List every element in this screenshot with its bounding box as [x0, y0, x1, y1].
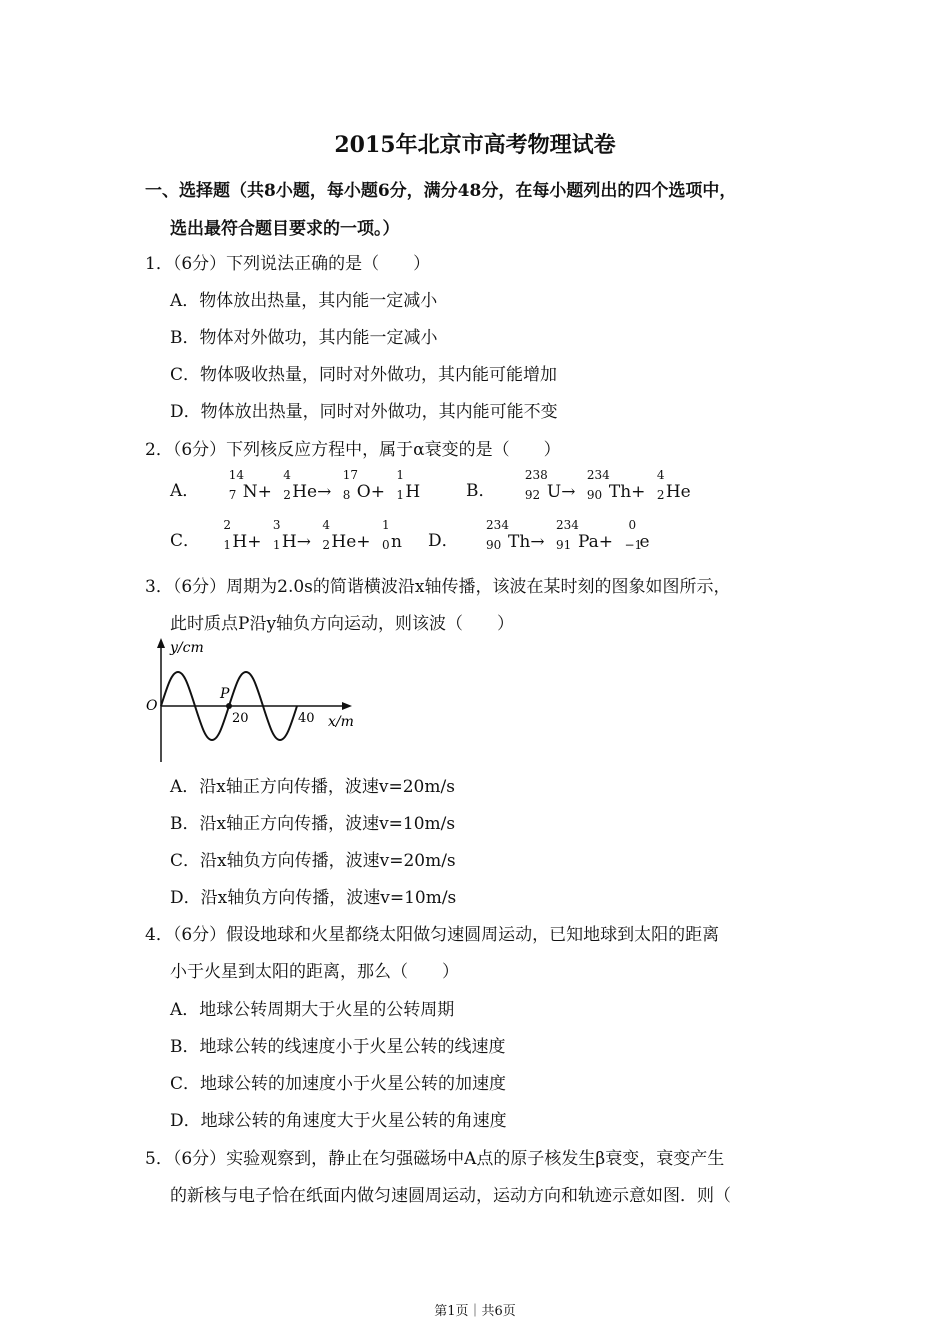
nuclide-n14: 14 7 N+ — [228, 467, 272, 502]
q2-option-b — [466, 467, 691, 502]
question-5-stem-cont: 的新核与电子恰在纸面内做匀速圆周运动，运动方向和轨迹示意如图．则（ — [170, 1186, 731, 1206]
q2-option-c — [170, 517, 402, 552]
nuclide-u238: 238 92 U→ — [524, 467, 576, 502]
option-label: D． — [428, 531, 459, 551]
particle-electron: 0 −1 e — [624, 517, 650, 552]
tick-40: 40 — [298, 711, 315, 726]
section-heading: 一、选择题（共8小题，每小题6分，满分48分，在每小题列出的四个选项中， — [145, 181, 737, 201]
option-label: A． — [170, 481, 200, 501]
page-footer: 第1页｜共6页 — [434, 1304, 516, 1319]
nuclide-he4: 4 2 He — [656, 467, 691, 502]
question-4-stem: 4．（6分）假设地球和火星都绕太阳做匀速圆周运动，已知地球到太阳的距离 — [145, 925, 720, 945]
q1-option-b: B．物体对外做功，其内能一定减小 — [170, 328, 438, 348]
q3-option-a: A．沿x轴正方向传播，波速v=20m/s — [170, 777, 455, 797]
nuclide-th234: 234 90 Th→ — [486, 517, 545, 552]
x-axis-label: x/m — [328, 714, 354, 730]
wave-figure — [140, 634, 370, 766]
nuclide-h3: 3 1 H→ — [272, 517, 311, 552]
point-p-label: P — [220, 686, 230, 702]
question-4-stem-cont: 小于火星到太阳的距离，那么（ ） — [170, 962, 459, 982]
q3-option-d: D．沿x轴负方向传播，波速v=10m/s — [170, 888, 457, 908]
q3-option-b: B．沿x轴正方向传播，波速v=10m/s — [170, 814, 456, 834]
option-label: B． — [466, 481, 496, 501]
question-3-stem-cont: 此时质点P沿y轴负方向运动，则该波（ ） — [170, 614, 515, 634]
point-p-marker — [226, 703, 232, 709]
q4-option-b: B．地球公转的线速度小于火星公转的线速度 — [170, 1037, 506, 1057]
question-5-stem: 5．（6分）实验观察到，静止在匀强磁场中A点的原子核发生β衰变，衰变产生 — [145, 1149, 725, 1169]
question-1-stem: 1．（6分）下列说法正确的是（ ） — [145, 254, 431, 274]
tick-20: 20 — [232, 711, 249, 726]
page-title: 2015年北京市高考物理试卷 — [334, 132, 616, 158]
question-3-stem: 3．（6分）周期为2.0s的简谐横波沿x轴传播，该波在某时刻的图象如图所示， — [145, 577, 731, 597]
nuclide-th234: 234 90 Th+ — [586, 467, 646, 502]
nuclide-o17: 17 8 O+ — [342, 467, 385, 502]
q1-option-d: D．物体放出热量，同时对外做功，其内能可能不变 — [170, 402, 558, 422]
question-2-stem: 2．（6分）下列核反应方程中，属于α衰变的是（ ） — [145, 440, 561, 460]
option-label: C． — [170, 531, 201, 551]
nuclide-he4: 4 2 He+ — [322, 517, 371, 552]
nuclide-pa234: 234 91 Pa+ — [556, 517, 614, 552]
nuclide-n1: 1 0 n — [381, 517, 402, 552]
q1-option-c: C．物体吸收热量，同时对外做功，其内能可能增加 — [170, 365, 558, 385]
q4-option-d: D．地球公转的角速度大于火星公转的角速度 — [170, 1111, 507, 1131]
origin-label: O — [146, 698, 158, 714]
q3-option-c: C．沿x轴负方向传播，波速v=20m/s — [170, 851, 456, 871]
nuclide-h1: 1 1 H — [396, 467, 421, 502]
y-axis-arrow — [157, 638, 165, 648]
section-heading-cont: 选出最符合题目要求的一项。） — [170, 219, 400, 239]
y-axis-label: y/cm — [170, 640, 204, 656]
q2-option-a — [170, 467, 421, 502]
q1-option-a: A．物体放出热量，其内能一定减小 — [170, 291, 438, 311]
q4-option-a: A．地球公转周期大于火星的公转周期 — [170, 1000, 455, 1020]
q4-option-c: C．地球公转的加速度小于火星公转的加速度 — [170, 1074, 507, 1094]
nuclide-he4: 4 2 He→ — [283, 467, 332, 502]
x-axis-arrow — [342, 702, 352, 710]
nuclide-h2: 2 1 H+ — [223, 517, 262, 552]
q2-option-d — [428, 517, 650, 552]
